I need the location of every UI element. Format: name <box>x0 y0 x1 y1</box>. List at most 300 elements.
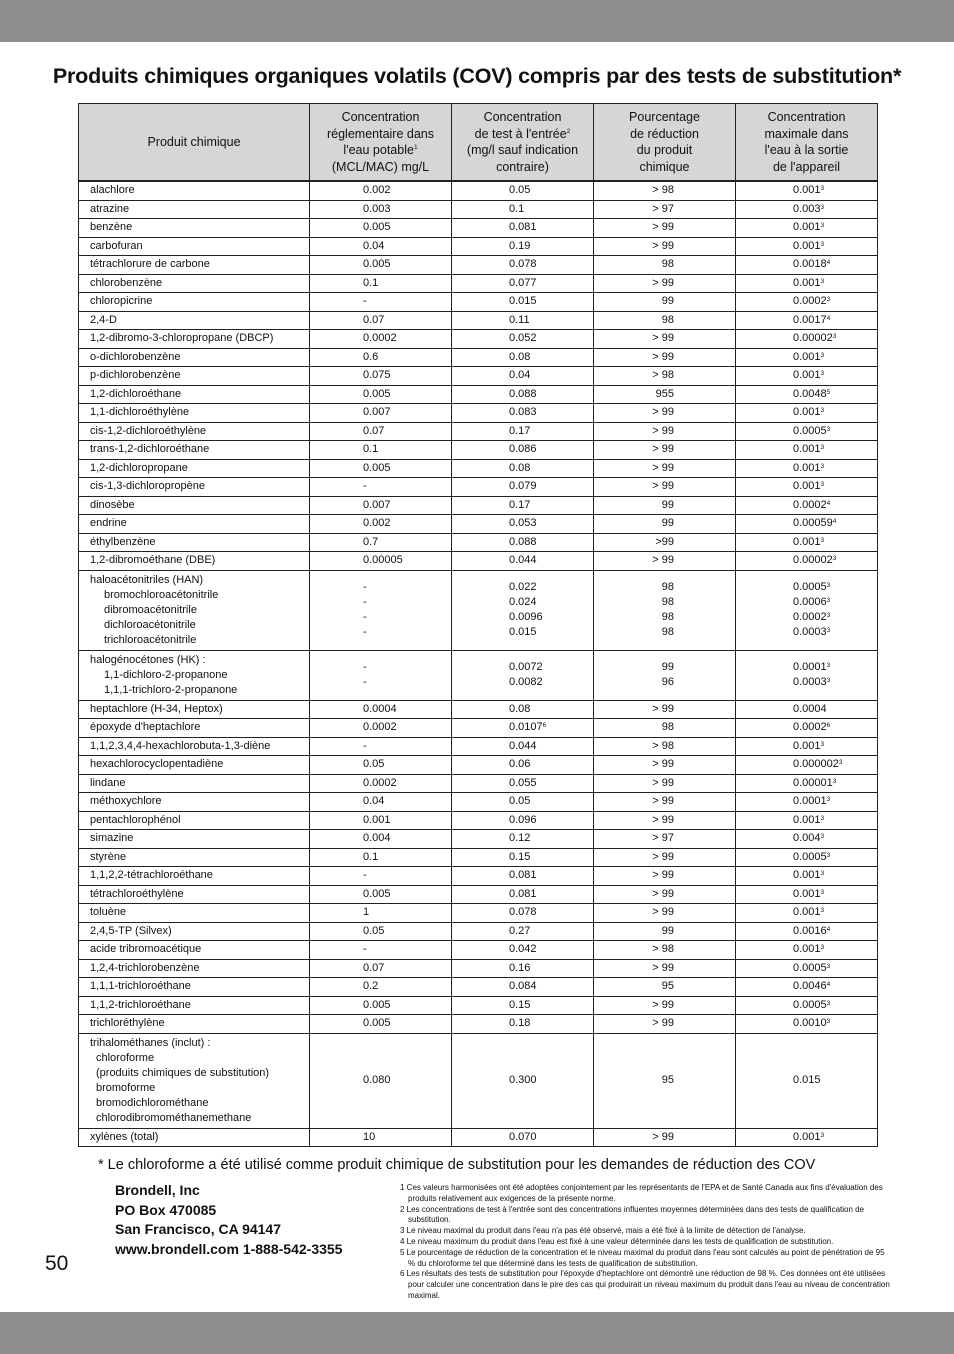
max-cell <box>736 404 878 423</box>
influent-value: 0.081 <box>509 887 537 900</box>
product-name-cell: tétrachloroéthylène <box>79 885 310 904</box>
influent-cell <box>452 496 594 515</box>
table-row <box>79 719 878 738</box>
footnote-ref: 3 <box>820 536 825 544</box>
product-name-cell: alachlore <box>79 181 310 200</box>
reduction-cell: > 98 <box>594 737 736 756</box>
footnote-ref: 3 <box>820 888 825 896</box>
influent-cell <box>452 533 594 552</box>
table-row <box>79 700 878 719</box>
influent-value: 0.16 <box>509 961 531 974</box>
reduction-cell: > 97 <box>594 830 736 849</box>
max-value: 0.0004 <box>793 702 827 715</box>
influent-cell <box>452 1128 594 1147</box>
footnote: 3 Le niveau maximal du produit dans l'eau n'a pas été observé, mais a été fixé à la limite de détection de l'analyse. <box>400 1226 806 1236</box>
table-row <box>79 996 878 1015</box>
max-cell <box>736 737 878 756</box>
footnote: 1 Ces valeurs harmonisées ont été adoptées conjointement par les représentants de l'EPA et de Santé Canada aux fins d'évaluation des produits relativement aux exigences de la présente norme. <box>400 1183 883 1203</box>
product-name-cell: lindane <box>79 774 310 793</box>
sub-influent: 0.024 <box>509 596 537 608</box>
max-value: 0.0005 <box>793 850 827 863</box>
mcl-cell: 0.05 <box>310 922 452 941</box>
header-influent: Concentration de test à l'entrée$^2$ (mg/l sauf indication contraire) <box>452 104 594 182</box>
influent-value: 0.088 <box>509 535 537 548</box>
reduction-cell: 95 <box>594 1033 736 1128</box>
table-row <box>79 181 878 200</box>
influent-value: 0.096 <box>509 813 537 826</box>
table-row <box>79 237 878 256</box>
influent-value: 0.055 <box>509 776 537 789</box>
sub-product-name: 1,1-dichloro-2-propanone <box>104 668 228 681</box>
mcl-cell: 0.6 <box>310 348 452 367</box>
footnote-ref: 3 <box>820 277 825 285</box>
mcl-cell: - <box>310 737 452 756</box>
influent-value: 0.042 <box>509 943 537 956</box>
table-row <box>79 311 878 330</box>
product-name-cell <box>79 650 310 700</box>
reduction-cell: 99 <box>594 293 736 312</box>
max-cell <box>736 885 878 904</box>
footnote-ref: 6 <box>542 722 547 730</box>
product-name-cell: 1,2-dibromoéthane (DBE) <box>79 552 310 571</box>
reduction-cell: > 99 <box>594 904 736 923</box>
max-cell <box>736 922 878 941</box>
max-value: 0.001 <box>793 461 821 474</box>
mcl-cell: 10 <box>310 1128 452 1147</box>
footnote-ref: 3 <box>820 185 825 193</box>
influent-value: 0.081 <box>509 869 537 882</box>
sub-mcl: - <box>363 661 367 673</box>
influent-value: 0.070 <box>509 1130 537 1143</box>
mcl-cell: 0.005 <box>310 1015 452 1034</box>
influent-value: 0.08 <box>509 702 531 715</box>
max-cell <box>736 848 878 867</box>
mcl-cell: 0.005 <box>310 256 452 275</box>
footnote-ref: 3 <box>820 907 825 915</box>
influent-cell <box>452 441 594 460</box>
influent-value: 0.084 <box>509 980 537 993</box>
influent-value: 0.044 <box>509 739 537 752</box>
product-name-cell <box>79 1033 310 1128</box>
max-cell <box>736 1015 878 1034</box>
max-value: 0.001 <box>793 406 821 419</box>
header-max: Concentration maximale dans l'eau à la sortie de l'appareil <box>736 104 878 182</box>
max-value: 0.001 <box>793 443 821 456</box>
influent-value: 0.08 <box>509 350 531 363</box>
influent-cell: 0.300 <box>452 1033 594 1128</box>
table-row <box>79 650 878 700</box>
table-row <box>79 941 878 960</box>
table-header <box>79 104 878 182</box>
footnote-ref: 3 <box>826 425 831 433</box>
influent-cell <box>452 885 594 904</box>
footnote: 2 Les concentrations de test à l'entrée sont des concentrations influentes moyennes déterminées dans des tests de qualification de substitution. <box>400 1204 865 1225</box>
table-row <box>79 385 878 404</box>
table-row <box>79 793 878 812</box>
influent-value: 0.052 <box>509 332 537 345</box>
max-cell <box>736 311 878 330</box>
max-value: 0.0016 <box>793 924 827 937</box>
influent-cell <box>452 311 594 330</box>
influent-cell <box>452 552 594 571</box>
influent-value: 0.086 <box>509 443 537 456</box>
header-product: Produit chimique <box>79 104 310 182</box>
influent-value: 0.0107 <box>509 721 543 734</box>
footnote-ref: 3 <box>820 222 825 230</box>
influent-value: 0.11 <box>509 313 530 326</box>
max-cell <box>736 941 878 960</box>
product-name-cell: cis-1,3-dichloropropène <box>79 478 310 497</box>
mcl-cell: 0.005 <box>310 459 452 478</box>
max-value: 0.001 <box>793 276 821 289</box>
max-value: 0.0005 <box>793 998 827 1011</box>
footnote-ref: 3 <box>826 612 831 619</box>
influent-cell <box>452 478 594 497</box>
footnote-ref: 3 <box>826 627 831 634</box>
mcl-cell: 0.005 <box>310 885 452 904</box>
footnote-ref: 3 <box>820 740 825 748</box>
sub-influent: 0.022 <box>509 581 537 593</box>
max-value: 0.0010 <box>793 1017 827 1030</box>
footnote-ref: 3 <box>820 407 825 415</box>
reduction-cell: > 99 <box>594 1015 736 1034</box>
footnote-ref: 4 <box>826 259 831 267</box>
product-name-cell: carbofuran <box>79 237 310 256</box>
max-cell <box>736 330 878 349</box>
group-line: bromoforme <box>96 1081 156 1094</box>
mcl-cell: 0.005 <box>310 996 452 1015</box>
sub-max <box>793 580 877 595</box>
reduction-cell: > 99 <box>594 996 736 1015</box>
footnote-ref: 3 <box>820 370 825 378</box>
mcl-cell: - <box>310 941 452 960</box>
mcl-cell: 0.080 <box>310 1033 452 1128</box>
reduction-cell: > 99 <box>594 756 736 775</box>
table-row <box>79 848 878 867</box>
product-name-cell: hexachlorocyclopentadiène <box>79 756 310 775</box>
product-name-cell: acide tribromoacétique <box>79 941 310 960</box>
footnote: 4 Le niveau maximum du produit dans l'eau est fixé à une valeur déterminée dans les tests de qualification de substitution. <box>400 1236 834 1246</box>
influent-cell <box>452 274 594 293</box>
table-row <box>79 774 878 793</box>
group-line: chloroforme <box>96 1051 155 1064</box>
sub-reduction: 96 <box>661 676 674 688</box>
footnote-ref: 5 <box>826 388 831 396</box>
sub-mcl: - <box>363 611 367 623</box>
footnote-ref: 4 <box>826 925 831 933</box>
mcl-cell: 0.007 <box>310 404 452 423</box>
influent-value: 0.04 <box>509 369 531 382</box>
influent-cell <box>452 848 594 867</box>
product-name-cell: heptachlore (H-34, Heptox) <box>79 700 310 719</box>
city-line: San Francisco, CA 94147 <box>115 1221 282 1237</box>
table-row <box>79 1128 878 1147</box>
product-name-cell: 2,4,5-TP (Silvex) <box>79 922 310 941</box>
max-cell <box>736 700 878 719</box>
table-row <box>79 533 878 552</box>
max-cell <box>736 367 878 386</box>
max-value: 0.001 <box>793 480 821 493</box>
footnote-ref: 3 <box>820 444 825 452</box>
influent-cell <box>452 330 594 349</box>
max-value: 0.003 <box>793 202 821 215</box>
influent-cell <box>452 941 594 960</box>
table-row <box>79 867 878 886</box>
influent-cell <box>452 1015 594 1034</box>
footnote-ref: 3 <box>826 662 831 669</box>
footnote-ref: 3 <box>826 677 831 684</box>
footnote-ref: 3 <box>826 962 831 970</box>
influent-cell <box>452 650 594 700</box>
max-cell <box>736 830 878 849</box>
footnote-ref: 3 <box>820 481 825 489</box>
reduction-cell: > 98 <box>594 941 736 960</box>
product-name-cell: éthylbenzène <box>79 533 310 552</box>
mcl-cell: 0.0002 <box>310 719 452 738</box>
company-name: Brondell, Inc <box>115 1182 200 1198</box>
header-mcl: Concentration réglementaire dans l'eau potable$^1$ (MCL/MAC) mg/L <box>310 104 452 182</box>
max-value: 0.0046 <box>793 980 827 993</box>
sub-product-name: 1,1,1-trichloro-2-propanone <box>104 683 238 696</box>
web-phone: www.brondell.com 1-888-542-3355 <box>115 1240 343 1257</box>
influent-cell <box>452 978 594 997</box>
max-value: 0.001 <box>793 813 821 826</box>
table-row <box>79 515 878 534</box>
table-row <box>79 904 878 923</box>
max-cell <box>736 422 878 441</box>
mcl-cell: 0.05 <box>310 756 452 775</box>
max-cell <box>736 200 878 219</box>
footnote-ref: 4 <box>832 518 837 526</box>
mcl-cell: 0.07 <box>310 311 452 330</box>
product-name-cell: o-dichlorobenzène <box>79 348 310 367</box>
mcl-cell: 0.002 <box>310 515 452 534</box>
product-name-cell: 1,2-dichloroéthane <box>79 385 310 404</box>
table-row <box>79 293 878 312</box>
mcl-cell: 0.00005 <box>310 552 452 571</box>
footnote-ref: 3 <box>826 582 831 589</box>
reduction-cell: 98 <box>594 719 736 738</box>
influent-cell <box>452 256 594 275</box>
table-row <box>79 830 878 849</box>
po-box: PO Box 470085 <box>115 1201 217 1218</box>
table-row <box>79 756 878 775</box>
mcl-cell: 0.001 <box>310 811 452 830</box>
footnote-ref: 3 <box>820 240 825 248</box>
reduction-cell: > 99 <box>594 422 736 441</box>
footnote-ref: 4 <box>826 499 831 507</box>
reduction-cell: > 99 <box>594 219 736 238</box>
table-row <box>79 478 878 497</box>
table-row <box>79 367 878 386</box>
footnote-ref: 3 <box>820 814 825 822</box>
product-name-cell: tétrachlorure de carbone <box>79 256 310 275</box>
influent-cell <box>452 459 594 478</box>
footnote-ref: 3 <box>826 851 831 859</box>
footnote-ref: 3 <box>826 999 831 1007</box>
reduction-cell: > 99 <box>594 1128 736 1147</box>
max-cell <box>736 904 878 923</box>
table-row <box>79 274 878 293</box>
influent-value: 0.17 <box>509 498 531 511</box>
product-name-cell: époxyde d'heptachlore <box>79 719 310 738</box>
reduction-cell: >99 <box>594 533 736 552</box>
influent-cell <box>452 811 594 830</box>
influent-cell <box>452 719 594 738</box>
product-name-cell: endrine <box>79 515 310 534</box>
influent-cell <box>452 200 594 219</box>
reduction-cell: 98 <box>594 256 736 275</box>
mcl-cell <box>310 570 452 650</box>
sub-product-name: dibromoacétonitrile <box>104 603 197 616</box>
reduction-cell: > 99 <box>594 348 736 367</box>
sub-mcl: - <box>363 581 367 593</box>
max-cell <box>736 237 878 256</box>
footnote-ref: 3 <box>820 833 825 841</box>
product-name-cell: styrène <box>79 848 310 867</box>
mcl-cell: - <box>310 293 452 312</box>
max-value: 0.001 <box>793 943 821 956</box>
sub-influent: 0.0072 <box>509 661 543 673</box>
table-row <box>79 1015 878 1034</box>
max-cell <box>736 570 878 650</box>
mcl-cell: 0.075 <box>310 367 452 386</box>
influent-cell <box>452 996 594 1015</box>
product-name-cell: 1,2-dibromo-3-chloropropane (DBCP) <box>79 330 310 349</box>
footnote: 6 Les résultats des tests de substitution pour l'époxyde d'heptachlore ont démontré une réduction de 98 %. Ces données ont été utilisées pour calculer une concentration dans le pire des cas qui produirait un niveau maximum du produit dans l'eau au niveau de concentration maximal. <box>400 1269 890 1300</box>
influent-value: 0.1 <box>509 202 525 215</box>
sub-reduction: 98 <box>661 626 674 638</box>
table-row <box>79 552 878 571</box>
product-name-cell: 1,2-dichloropropane <box>79 459 310 478</box>
reduction-cell: 99 <box>594 515 736 534</box>
max-cell <box>736 650 878 700</box>
max-cell <box>736 959 878 978</box>
chloroform-note: * Le chloroforme a été utilisé comme produit chimique de substitution pour les demandes de réduction des COV <box>98 1157 816 1173</box>
max-cell <box>736 348 878 367</box>
influent-cell <box>452 237 594 256</box>
max-value: 0.001 <box>793 350 821 363</box>
influent-value: 0.083 <box>509 406 537 419</box>
reduction-cell: > 99 <box>594 959 736 978</box>
reduction-cell: > 99 <box>594 552 736 571</box>
sub-reduction: 99 <box>661 661 674 673</box>
max-value: 0.0048 <box>793 387 827 400</box>
max-value: 0.001 <box>793 221 821 234</box>
reduction-cell: 99 <box>594 922 736 941</box>
max-value: 0.001 <box>793 887 821 900</box>
max-cell <box>736 1128 878 1147</box>
table-row <box>79 885 878 904</box>
mcl-cell: 0.1 <box>310 848 452 867</box>
mcl-cell: 0.0002 <box>310 330 452 349</box>
product-name-cell: 2,4-D <box>79 311 310 330</box>
sub-max <box>793 675 877 690</box>
max-value: 0.0005 <box>793 961 827 974</box>
table-row <box>79 496 878 515</box>
page-title: Produits chimiques organiques volatils (COV) compris par des tests de substitution* <box>52 64 902 88</box>
table-row <box>79 459 878 478</box>
footnote-ref: 3 <box>820 1131 825 1139</box>
reduction-cell: > 99 <box>594 885 736 904</box>
sub-max-value: 0.0002 <box>793 611 827 623</box>
product-name-cell: chlorobenzène <box>79 274 310 293</box>
mcl-cell: 0.005 <box>310 385 452 404</box>
influent-cell <box>452 867 594 886</box>
table-row <box>79 570 878 650</box>
influent-cell <box>452 367 594 386</box>
max-cell <box>736 478 878 497</box>
group-name: trihalométhanes (inclut) : <box>90 1036 211 1049</box>
mcl-cell: 0.002 <box>310 181 452 200</box>
influent-value: 0.15 <box>509 850 531 863</box>
sub-influent: 0.0096 <box>509 611 543 623</box>
footnote-ref: 3 <box>826 296 831 304</box>
influent-cell <box>452 830 594 849</box>
footnotes <box>400 1183 890 1302</box>
footnote-ref: 3 <box>820 944 825 952</box>
reduction-cell: > 99 <box>594 330 736 349</box>
influent-value: 0.18 <box>509 1017 531 1030</box>
max-cell <box>736 811 878 830</box>
product-name-cell: toluène <box>79 904 310 923</box>
company-address <box>115 1181 342 1259</box>
influent-cell <box>452 181 594 200</box>
reduction-cell: > 99 <box>594 459 736 478</box>
footnote-ref: 3 <box>838 759 843 767</box>
max-cell <box>736 978 878 997</box>
influent-cell <box>452 293 594 312</box>
max-cell <box>736 256 878 275</box>
max-cell <box>736 533 878 552</box>
product-name-cell: 1,1,2,3,4,4-hexachlorobuta-1,3-diène <box>79 737 310 756</box>
max-value: 0.001 <box>793 906 821 919</box>
mcl-cell: 0.0002 <box>310 774 452 793</box>
mcl-cell: - <box>310 478 452 497</box>
mcl-cell: - <box>310 867 452 886</box>
footnote-ref: 3 <box>826 597 831 604</box>
reduction-cell: > 99 <box>594 867 736 886</box>
reduction-cell: > 98 <box>594 181 736 200</box>
sub-max-value: 0.0006 <box>793 596 827 608</box>
footnote-ref: 3 <box>826 796 831 804</box>
product-name-cell: benzène <box>79 219 310 238</box>
reduction-cell: > 97 <box>594 200 736 219</box>
max-value: 0.001 <box>793 1130 821 1143</box>
max-value: 0.0017 <box>793 313 827 326</box>
table-row <box>79 256 878 275</box>
product-name-cell: trans-1,2-dichloroéthane <box>79 441 310 460</box>
influent-cell <box>452 756 594 775</box>
product-name-cell: dinosèbe <box>79 496 310 515</box>
reduction-cell: > 99 <box>594 237 736 256</box>
reduction-cell: > 98 <box>594 367 736 386</box>
max-value: 0.0001 <box>793 795 827 808</box>
max-cell <box>736 867 878 886</box>
max-cell <box>736 496 878 515</box>
max-cell <box>736 293 878 312</box>
product-name-cell: pentachlorophénol <box>79 811 310 830</box>
mcl-cell: 0.007 <box>310 496 452 515</box>
max-cell <box>736 274 878 293</box>
reduction-cell: 99 <box>594 496 736 515</box>
table-row <box>79 737 878 756</box>
max-value: 0.000002 <box>793 758 839 771</box>
sub-influent: 0.015 <box>509 626 537 638</box>
footnote-ref: 3 <box>832 777 837 785</box>
influent-value: 0.088 <box>509 387 537 400</box>
product-name-cell: p-dichlorobenzène <box>79 367 310 386</box>
